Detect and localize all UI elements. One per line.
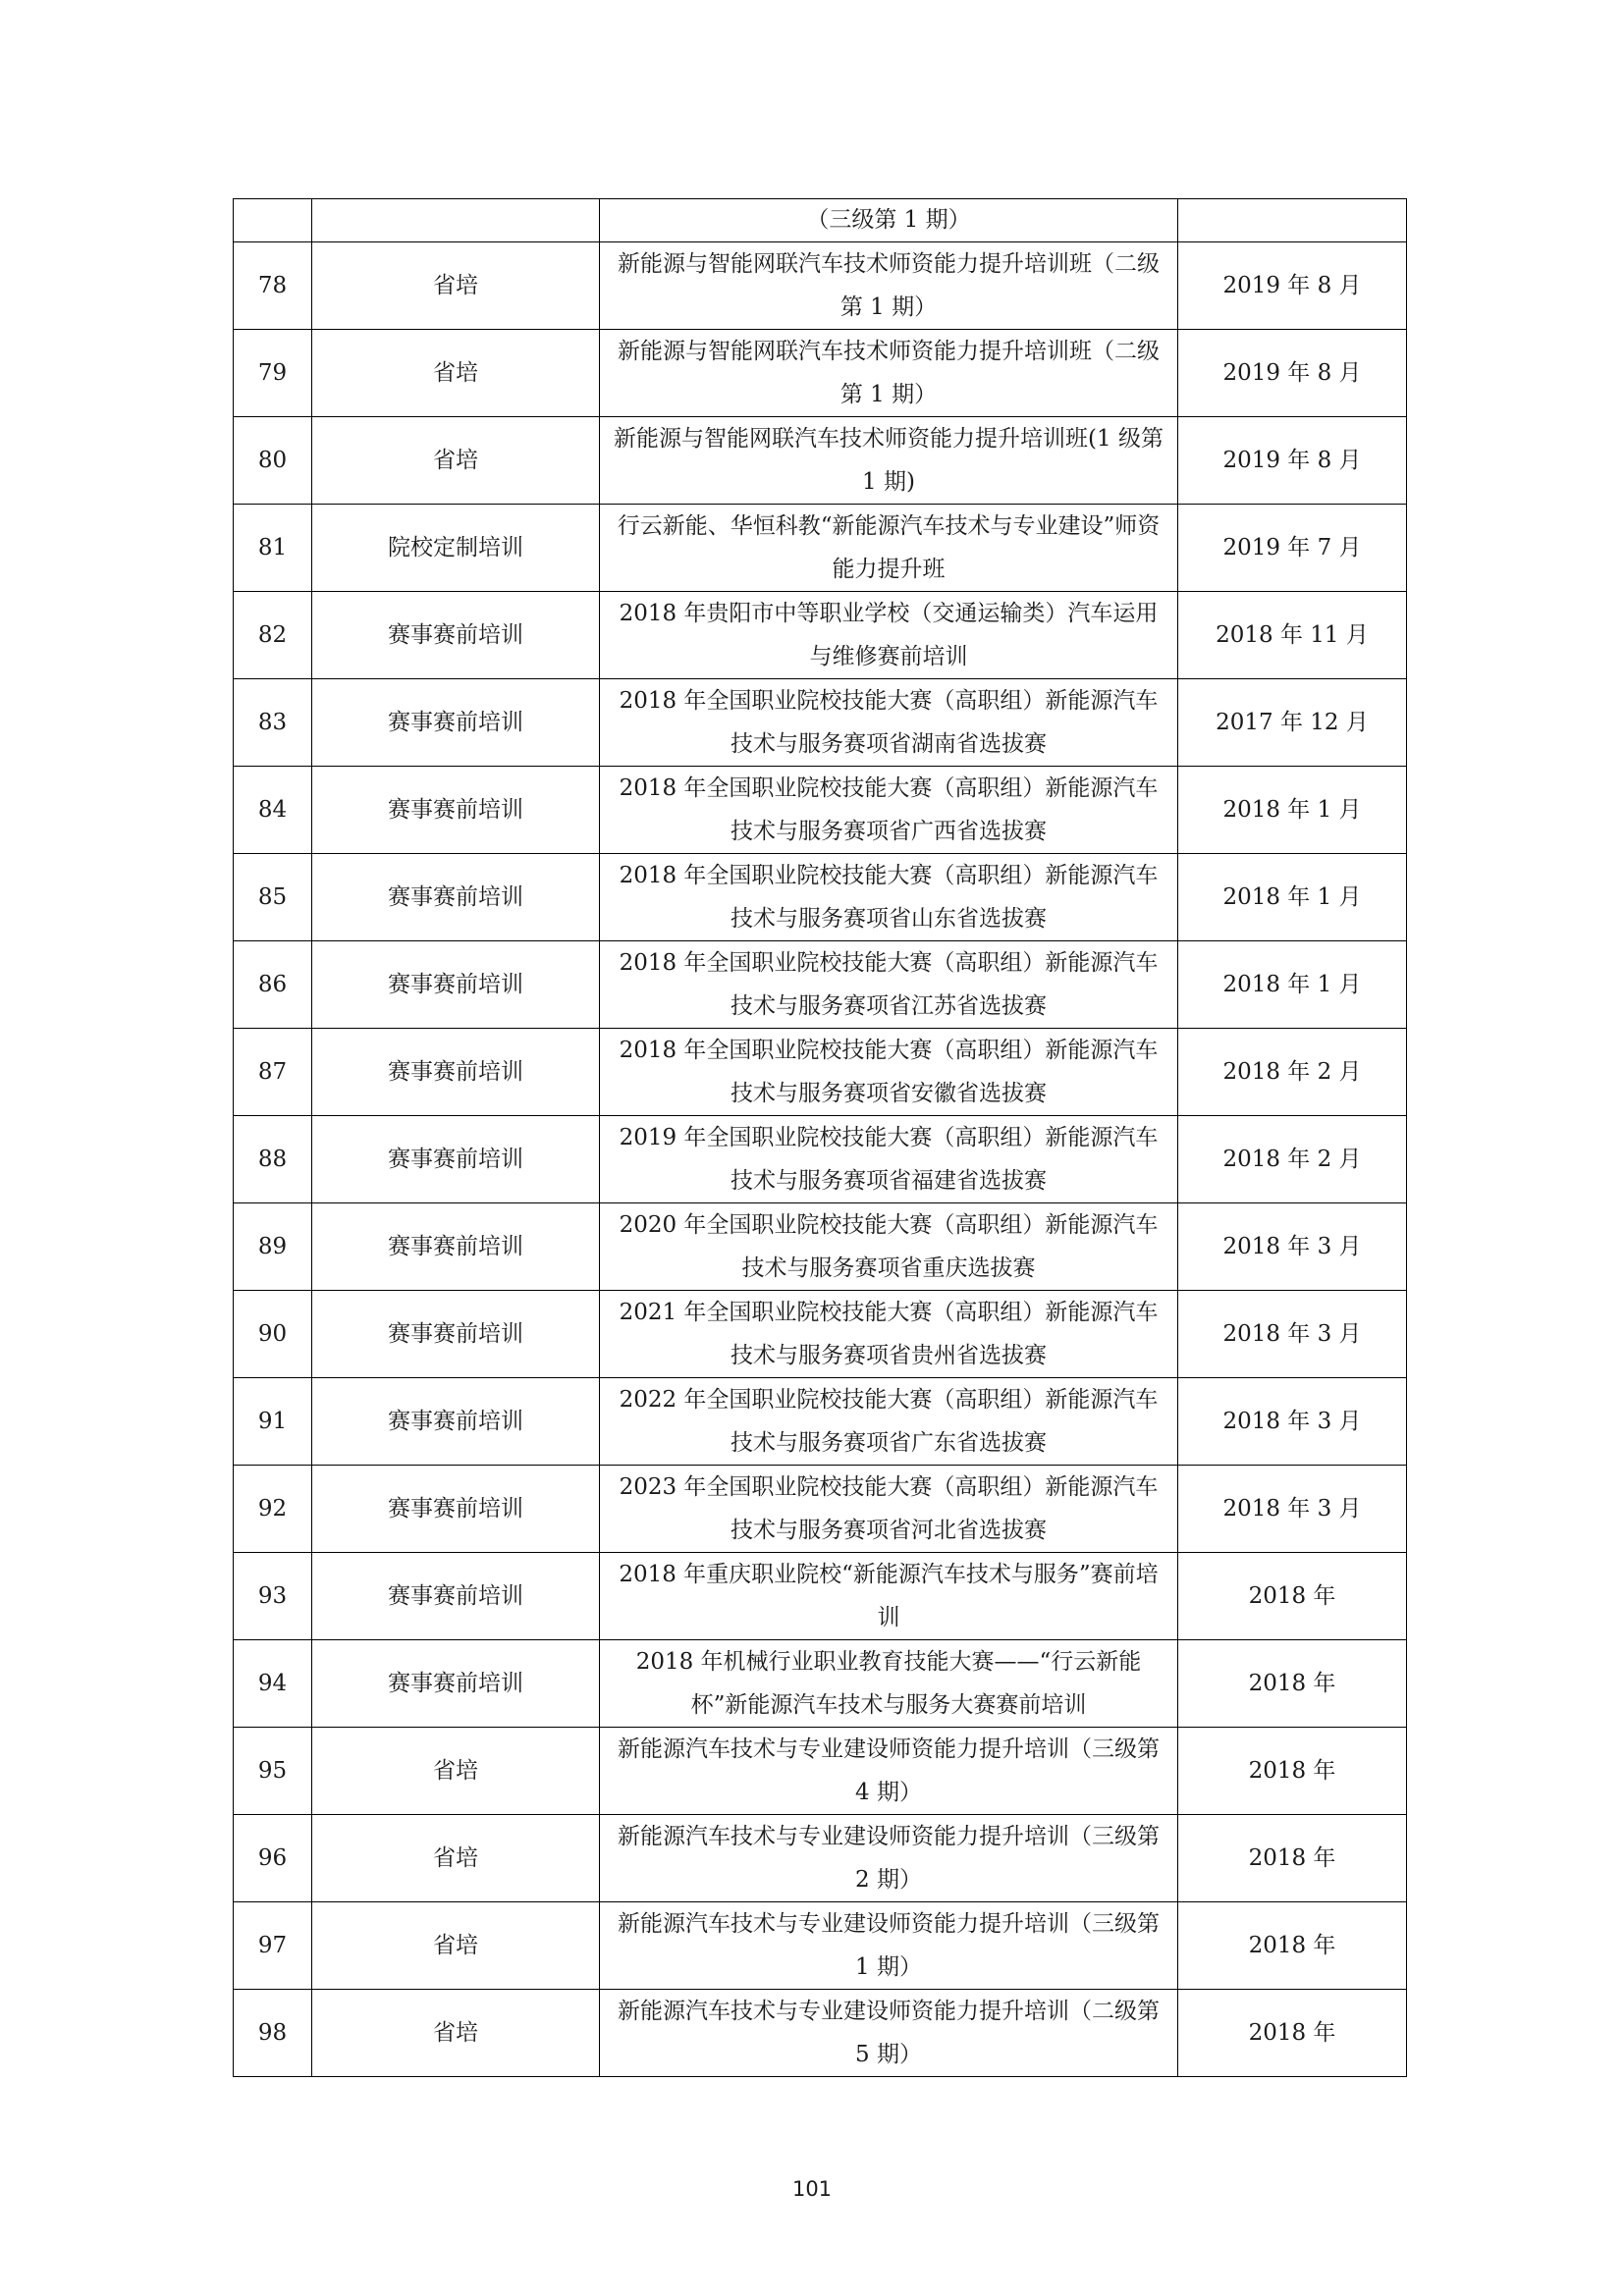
table-row [234,1640,1407,1728]
cell-date: 2018 年 [1178,1902,1407,1990]
table-row [234,1203,1407,1291]
cell-no: 90 [234,1291,312,1378]
cell-name: 2018 年全国职业院校技能大赛（高职组）新能源汽车技术与服务赛项省山东省选拔赛 [600,854,1178,941]
table-row [234,592,1407,679]
cell-name: 2018 年全国职业院校技能大赛（高职组）新能源汽车技术与服务赛项省江苏省选拔赛 [600,941,1178,1029]
cell-name: 2018 年贵阳市中等职业学校（交通运输类）汽车运用与维修赛前培训 [600,592,1178,679]
cell-date: 2018 年 3 月 [1178,1378,1407,1466]
table-row [234,1728,1407,1815]
table-row [234,1990,1407,2077]
cell-no: 87 [234,1029,312,1116]
table-row [234,1902,1407,1990]
cell-type: 省培 [312,417,600,505]
cell-no: 86 [234,941,312,1029]
cell-type: 赛事赛前培训 [312,1466,600,1553]
cell-no: 78 [234,242,312,330]
table-row [234,941,1407,1029]
table-row [234,1815,1407,1902]
table-row [234,1378,1407,1466]
table-row-continued [234,199,1407,242]
table-row [234,330,1407,417]
cell-name: 新能源与智能网联汽车技术师资能力提升培训班（二级第 1 期） [600,242,1178,330]
table-row [234,1029,1407,1116]
cell-type: 赛事赛前培训 [312,1116,600,1203]
cell-type: 省培 [312,1815,600,1902]
cell-date: 2018 年 1 月 [1178,767,1407,854]
cell-name: 2018 年全国职业院校技能大赛（高职组）新能源汽车技术与服务赛项省广西省选拔赛 [600,767,1178,854]
table-row [234,767,1407,854]
training-records-table [233,198,1407,2077]
table-row [234,242,1407,330]
cell-date: 2018 年 11 月 [1178,592,1407,679]
cell-type: 赛事赛前培训 [312,592,600,679]
cell-name: 新能源汽车技术与专业建设师资能力提升培训（三级第 2 期） [600,1815,1178,1902]
table-body [234,199,1407,2077]
cell-name: 2022 年全国职业院校技能大赛（高职组）新能源汽车技术与服务赛项省广东省选拔赛 [600,1378,1178,1466]
cell-date: 2018 年 2 月 [1178,1116,1407,1203]
cell-type: 省培 [312,1902,600,1990]
cell-date [1178,199,1407,242]
cell-date: 2019 年 8 月 [1178,417,1407,505]
table-row [234,1291,1407,1378]
cell-no: 92 [234,1466,312,1553]
cell-type: 省培 [312,1990,600,2077]
cell-date: 2017 年 12 月 [1178,679,1407,767]
cell-type: 赛事赛前培训 [312,1203,600,1291]
cell-date: 2018 年 1 月 [1178,941,1407,1029]
cell-type: 院校定制培训 [312,505,600,592]
table-row [234,679,1407,767]
cell-type: 赛事赛前培训 [312,1291,600,1378]
cell-date: 2018 年 2 月 [1178,1029,1407,1116]
cell-no: 79 [234,330,312,417]
cell-type: 赛事赛前培训 [312,679,600,767]
table-row [234,1553,1407,1640]
cell-no: 96 [234,1815,312,1902]
cell-type: 赛事赛前培训 [312,941,600,1029]
cell-name: 新能源汽车技术与专业建设师资能力提升培训（二级第 5 期） [600,1990,1178,2077]
table-row [234,417,1407,505]
cell-type: 省培 [312,242,600,330]
cell-no: 97 [234,1902,312,1990]
table-row [234,505,1407,592]
cell-date: 2018 年 1 月 [1178,854,1407,941]
cell-date: 2018 年 [1178,1553,1407,1640]
cell-no: 89 [234,1203,312,1291]
cell-date: 2019 年 8 月 [1178,330,1407,417]
cell-name: 2021 年全国职业院校技能大赛（高职组）新能源汽车技术与服务赛项省贵州省选拔赛 [600,1291,1178,1378]
cell-no: 88 [234,1116,312,1203]
cell-date: 2019 年 8 月 [1178,242,1407,330]
cell-date: 2018 年 [1178,1815,1407,1902]
cell-name: 2023 年全国职业院校技能大赛（高职组）新能源汽车技术与服务赛项省河北省选拔赛 [600,1466,1178,1553]
cell-type: 省培 [312,330,600,417]
cell-no: 80 [234,417,312,505]
cell-type: 赛事赛前培训 [312,767,600,854]
cell-date: 2018 年 3 月 [1178,1203,1407,1291]
cell-type: 赛事赛前培训 [312,1378,600,1466]
cell-name: 行云新能、华恒科教“新能源汽车技术与专业建设”师资能力提升班 [600,505,1178,592]
cell-name: 2019 年全国职业院校技能大赛（高职组）新能源汽车技术与服务赛项省福建省选拔赛 [600,1116,1178,1203]
cell-date: 2018 年 [1178,1990,1407,2077]
cell-name: 2020 年全国职业院校技能大赛（高职组）新能源汽车技术与服务赛项省重庆选拔赛 [600,1203,1178,1291]
cell-no: 93 [234,1553,312,1640]
cell-no [234,199,312,242]
table-row [234,854,1407,941]
cell-type: 赛事赛前培训 [312,1029,600,1116]
cell-type: 赛事赛前培训 [312,1640,600,1728]
cell-type: 赛事赛前培训 [312,1553,600,1640]
cell-no: 82 [234,592,312,679]
cell-name: 2018 年重庆职业院校“新能源汽车技术与服务”赛前培训 [600,1553,1178,1640]
table-row [234,1116,1407,1203]
cell-date: 2018 年 [1178,1640,1407,1728]
cell-no: 85 [234,854,312,941]
cell-name: 新能源与智能网联汽车技术师资能力提升培训班(1 级第 1 期) [600,417,1178,505]
cell-name: 2018 年全国职业院校技能大赛（高职组）新能源汽车技术与服务赛项省安徽省选拔赛 [600,1029,1178,1116]
cell-no: 95 [234,1728,312,1815]
cell-no: 94 [234,1640,312,1728]
page-number: 101 [791,2177,833,2201]
cell-name: 新能源与智能网联汽车技术师资能力提升培训班（二级第 1 期） [600,330,1178,417]
cell-date: 2018 年 [1178,1728,1407,1815]
cell-type: 省培 [312,1728,600,1815]
cell-name: （三级第 1 期） [600,199,1178,242]
cell-no: 84 [234,767,312,854]
cell-date: 2019 年 7 月 [1178,505,1407,592]
cell-name: 2018 年机械行业职业教育技能大赛——“行云新能杯”新能源汽车技术与服务大赛赛前培训 [600,1640,1178,1728]
cell-no: 98 [234,1990,312,2077]
cell-type [312,199,600,242]
cell-no: 83 [234,679,312,767]
cell-no: 81 [234,505,312,592]
cell-type: 赛事赛前培训 [312,854,600,941]
cell-no: 91 [234,1378,312,1466]
cell-date: 2018 年 3 月 [1178,1291,1407,1378]
table-row [234,1466,1407,1553]
cell-date: 2018 年 3 月 [1178,1466,1407,1553]
cell-name: 2018 年全国职业院校技能大赛（高职组）新能源汽车技术与服务赛项省湖南省选拔赛 [600,679,1178,767]
cell-name: 新能源汽车技术与专业建设师资能力提升培训（三级第 4 期） [600,1728,1178,1815]
cell-name: 新能源汽车技术与专业建设师资能力提升培训（三级第 1 期） [600,1902,1178,1990]
